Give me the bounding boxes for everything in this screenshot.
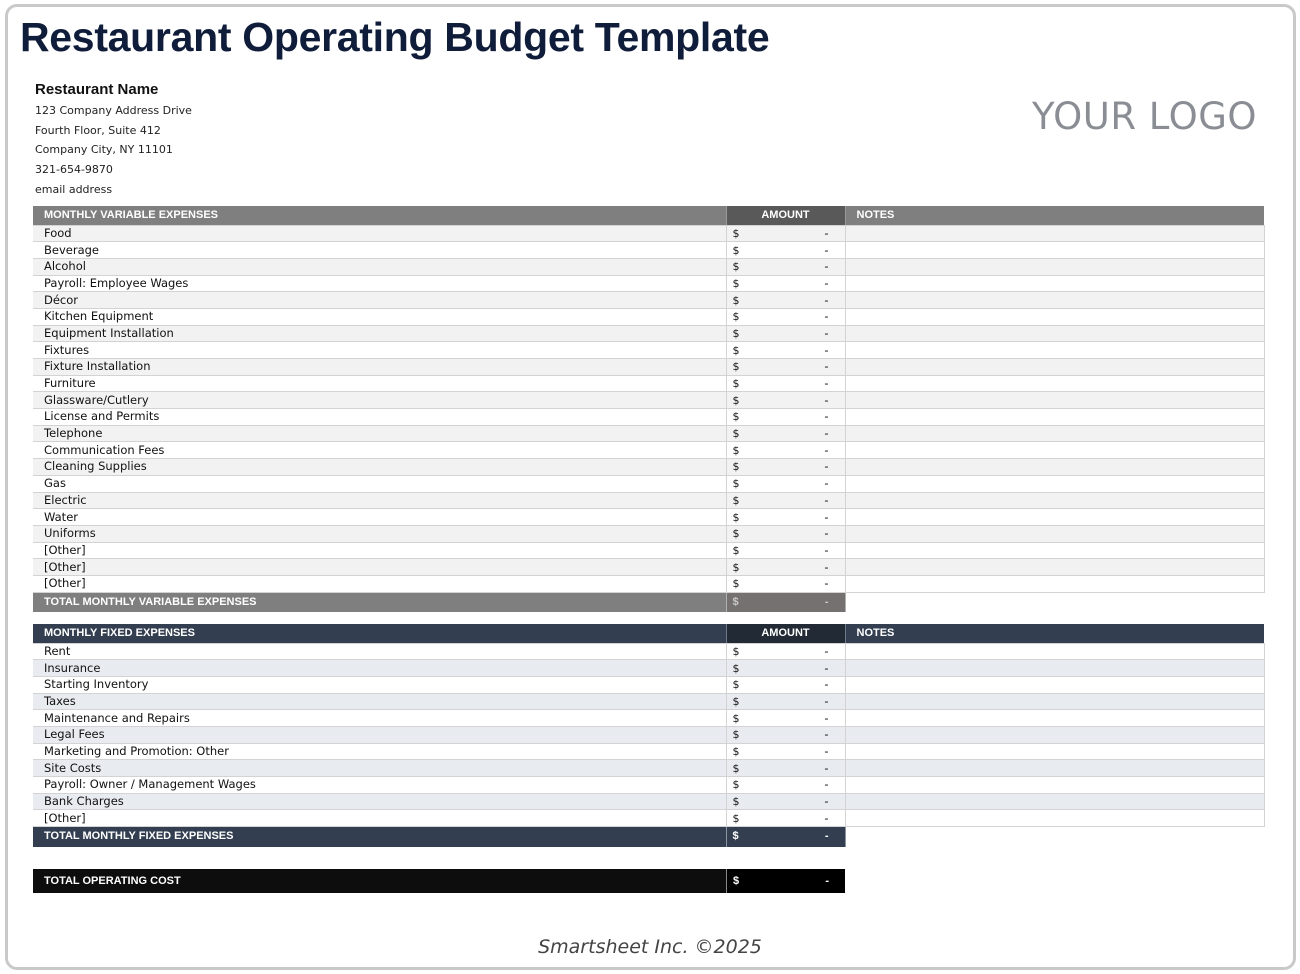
expense-item-cell[interactable]: Electric: [33, 492, 726, 509]
expense-item-cell[interactable]: Furniture: [33, 375, 726, 392]
restaurant-name[interactable]: Restaurant Name: [35, 81, 159, 98]
currency-symbol: $: [732, 243, 740, 257]
total-amount-cell: [726, 592, 845, 612]
notes-cell[interactable]: [845, 559, 1264, 576]
amount-value: -: [824, 325, 829, 340]
amount-cell[interactable]: [726, 409, 845, 426]
currency-symbol: $: [732, 795, 740, 809]
amount-value: -: [824, 710, 829, 725]
amount-cell[interactable]: [726, 575, 845, 592]
amount-cell[interactable]: [726, 342, 845, 359]
total-amount-cell: [726, 827, 845, 847]
amount-cell[interactable]: [726, 359, 845, 376]
notes-cell[interactable]: [845, 375, 1264, 392]
notes-cell[interactable]: [845, 643, 1264, 660]
amount-cell[interactable]: [726, 392, 845, 409]
expense-item-cell[interactable]: Kitchen Equipment: [33, 308, 726, 325]
table-row: [33, 359, 1264, 376]
currency-symbol: $: [732, 477, 740, 491]
footer-copyright: Smartsheet Inc. ©2025: [538, 936, 762, 958]
currency-symbol: $: [732, 510, 740, 524]
column-header-notes: NOTES: [845, 206, 1264, 225]
amount-value: -: [824, 442, 829, 457]
table-row: [33, 743, 1264, 760]
amount-value: -: [824, 660, 829, 675]
amount-cell[interactable]: [726, 375, 845, 392]
table-row: [33, 442, 1264, 459]
amount-value: -: [824, 576, 829, 591]
amount-value: -: [824, 595, 829, 608]
currency-symbol: $: [732, 276, 740, 290]
empty-cell: [845, 592, 1264, 612]
table-row: [33, 693, 1264, 710]
amount-cell[interactable]: [726, 693, 845, 710]
expense-item-cell[interactable]: [Other]: [33, 542, 726, 559]
amount-cell[interactable]: [726, 810, 845, 827]
currency-symbol: $: [732, 360, 740, 374]
amount-value: -: [824, 392, 829, 407]
amount-value: -: [824, 743, 829, 758]
amount-value: -: [824, 492, 829, 507]
amount-cell[interactable]: [726, 425, 845, 442]
table-row: [33, 760, 1264, 777]
table-row: [33, 492, 1264, 509]
expense-item-cell[interactable]: [Other]: [33, 575, 726, 592]
table-row: [33, 509, 1264, 526]
amount-cell[interactable]: [726, 492, 845, 509]
amount-value: -: [824, 830, 829, 843]
table-row: [33, 392, 1264, 409]
currency-symbol: $: [732, 293, 740, 307]
expense-item-cell[interactable]: Rent: [33, 643, 726, 660]
expense-item-cell[interactable]: Beverage: [33, 242, 726, 259]
amount-cell[interactable]: [726, 275, 845, 292]
expense-item-cell[interactable]: Bank Charges: [33, 793, 726, 810]
total-label: TOTAL MONTHLY FIXED EXPENSES: [33, 827, 726, 847]
address-line-1[interactable]: 123 Company Address Drive: [35, 104, 192, 117]
notes-cell[interactable]: [845, 726, 1264, 743]
table-row: [33, 643, 1264, 660]
amount-cell[interactable]: [726, 459, 845, 476]
currency-symbol: $: [732, 577, 740, 591]
expense-item-cell[interactable]: Décor: [33, 292, 726, 309]
total-label: TOTAL MONTHLY VARIABLE EXPENSES: [33, 592, 726, 612]
notes-cell[interactable]: [845, 459, 1264, 476]
notes-cell[interactable]: [845, 693, 1264, 710]
amount-value: -: [824, 242, 829, 257]
notes-cell[interactable]: [845, 793, 1264, 810]
notes-cell[interactable]: [845, 475, 1264, 492]
amount-value: -: [824, 693, 829, 708]
expense-item-cell[interactable]: Payroll: Employee Wages: [33, 275, 726, 292]
address-line-2[interactable]: Fourth Floor, Suite 412: [35, 123, 161, 137]
amount-value: -: [824, 777, 829, 792]
amount-cell[interactable]: [726, 525, 845, 542]
currency-symbol: $: [732, 711, 740, 725]
amount-cell[interactable]: [726, 292, 845, 309]
amount-cell[interactable]: [726, 726, 845, 743]
expense-item-cell[interactable]: Cleaning Supplies: [33, 459, 726, 476]
currency-symbol: $: [732, 811, 740, 825]
notes-cell[interactable]: [845, 525, 1264, 542]
table-row: [33, 225, 1264, 242]
currency-symbol: $: [732, 427, 740, 441]
email-address[interactable]: email address: [35, 182, 113, 196]
empty-cell: [845, 827, 1264, 847]
amount-cell[interactable]: [726, 676, 845, 693]
table-row: [33, 660, 1264, 677]
column-header-notes: NOTES: [845, 624, 1264, 643]
amount-cell[interactable]: [726, 542, 845, 559]
table-row: [33, 375, 1264, 392]
table-header: [33, 624, 1264, 643]
table-row: [33, 258, 1264, 275]
expense-item-cell[interactable]: Equipment Installation: [33, 325, 726, 342]
notes-cell[interactable]: [845, 292, 1264, 309]
column-header-amount: AMOUNT: [726, 206, 845, 225]
table-row: [33, 292, 1264, 309]
total-operating-cost-row: [33, 869, 845, 893]
currency-symbol: $: [732, 226, 740, 240]
currency-symbol: $: [732, 830, 739, 843]
table-row: [33, 777, 1264, 794]
currency-symbol: $: [732, 543, 740, 557]
amount-cell[interactable]: [726, 442, 845, 459]
amount-value: -: [824, 459, 829, 474]
amount-cell[interactable]: [726, 760, 845, 777]
total-operating-cost-amount: [726, 869, 845, 893]
currency-symbol: $: [733, 875, 740, 887]
logo-placeholder[interactable]: YOUR LOGO: [1032, 95, 1257, 138]
expense-item-cell[interactable]: [Other]: [33, 810, 726, 827]
amount-value: -: [824, 409, 829, 424]
expense-item-cell[interactable]: License and Permits: [33, 409, 726, 426]
amount-value: -: [824, 526, 829, 541]
variable-expenses-table: [33, 206, 1265, 612]
table-row: [33, 542, 1264, 559]
notes-cell[interactable]: [845, 392, 1264, 409]
amount-value: -: [824, 677, 829, 692]
notes-cell[interactable]: [845, 242, 1264, 259]
amount-value: -: [824, 760, 829, 775]
table-row: [33, 676, 1264, 693]
expense-item-cell[interactable]: Communication Fees: [33, 442, 726, 459]
amount-value: -: [824, 426, 829, 441]
expense-item-cell[interactable]: Gas: [33, 475, 726, 492]
amount-value: -: [824, 292, 829, 307]
currency-symbol: $: [732, 744, 740, 758]
company-info: [35, 79, 192, 199]
amount-value: -: [824, 509, 829, 524]
notes-cell[interactable]: [845, 342, 1264, 359]
notes-cell[interactable]: [845, 442, 1264, 459]
notes-cell[interactable]: [845, 225, 1264, 242]
notes-cell[interactable]: [845, 542, 1264, 559]
amount-value: -: [824, 727, 829, 742]
notes-cell[interactable]: [845, 509, 1264, 526]
amount-value: -: [824, 810, 829, 825]
currency-symbol: $: [732, 644, 740, 658]
notes-cell[interactable]: [845, 308, 1264, 325]
amount-value: -: [824, 559, 829, 574]
expense-item-cell[interactable]: Marketing and Promotion: Other: [33, 743, 726, 760]
notes-cell[interactable]: [845, 492, 1264, 509]
amount-cell[interactable]: [726, 660, 845, 677]
currency-symbol: $: [732, 443, 740, 457]
expense-item-cell[interactable]: Uniforms: [33, 525, 726, 542]
currency-symbol: $: [732, 560, 740, 574]
currency-symbol: $: [732, 260, 740, 274]
notes-cell[interactable]: [845, 325, 1264, 342]
table-row: [33, 325, 1264, 342]
currency-symbol: $: [732, 761, 740, 775]
currency-symbol: $: [732, 595, 739, 608]
expense-item-cell[interactable]: Legal Fees: [33, 726, 726, 743]
amount-value: -: [824, 359, 829, 374]
notes-cell[interactable]: [845, 359, 1264, 376]
amount-cell[interactable]: [726, 225, 845, 242]
amount-value: -: [824, 275, 829, 290]
notes-cell[interactable]: [845, 710, 1264, 727]
table-row: [33, 275, 1264, 292]
table-row: [33, 425, 1264, 442]
amount-value: -: [824, 542, 829, 557]
notes-cell[interactable]: [845, 660, 1264, 677]
amount-value: -: [824, 342, 829, 357]
amount-value: -: [824, 794, 829, 809]
table-row: [33, 726, 1264, 743]
currency-symbol: $: [732, 410, 740, 424]
expense-item-cell[interactable]: Insurance: [33, 660, 726, 677]
total-row: [33, 592, 1264, 612]
column-header-item: MONTHLY FIXED EXPENSES: [33, 624, 726, 643]
currency-symbol: $: [732, 778, 740, 792]
total-operating-cost-label: TOTAL OPERATING COST: [44, 875, 181, 887]
currency-symbol: $: [732, 661, 740, 675]
currency-symbol: $: [732, 460, 740, 474]
expense-item-cell[interactable]: Site Costs: [33, 760, 726, 777]
table-row: [33, 242, 1264, 259]
table-header: [33, 206, 1264, 225]
city-state-zip[interactable]: Company City, NY 11101: [35, 143, 173, 157]
amount-cell[interactable]: [726, 643, 845, 660]
table-row: [33, 342, 1264, 359]
notes-cell[interactable]: [845, 575, 1264, 592]
amount-cell[interactable]: [726, 325, 845, 342]
table-row: [33, 710, 1264, 727]
amount-value: -: [824, 309, 829, 324]
phone-number[interactable]: 321-654-9870: [35, 163, 113, 177]
amount-value: -: [824, 259, 829, 274]
amount-cell[interactable]: [726, 710, 845, 727]
currency-symbol: $: [732, 678, 740, 692]
expense-item-cell[interactable]: Telephone: [33, 425, 726, 442]
notes-cell[interactable]: [845, 425, 1264, 442]
amount-cell[interactable]: [726, 743, 845, 760]
amount-cell[interactable]: [726, 308, 845, 325]
expense-item-cell[interactable]: Glassware/Cutlery: [33, 392, 726, 409]
expense-item-cell[interactable]: Starting Inventory: [33, 676, 726, 693]
notes-cell[interactable]: [845, 258, 1264, 275]
table-row: [33, 459, 1264, 476]
expense-item-cell[interactable]: [Other]: [33, 559, 726, 576]
amount-cell[interactable]: [726, 777, 845, 794]
notes-cell[interactable]: [845, 409, 1264, 426]
notes-cell[interactable]: [845, 810, 1264, 827]
table-row: [33, 308, 1264, 325]
amount-value: -: [825, 875, 829, 887]
currency-symbol: $: [732, 728, 740, 742]
page-title: Restaurant Operating Budget Template: [20, 14, 770, 60]
table-row: [33, 525, 1264, 542]
expense-item-cell[interactable]: Fixture Installation: [33, 359, 726, 376]
currency-symbol: $: [732, 326, 740, 340]
amount-cell[interactable]: [726, 475, 845, 492]
currency-symbol: $: [732, 694, 740, 708]
amount-value: -: [824, 225, 829, 240]
notes-cell[interactable]: [845, 777, 1264, 794]
fixed-expenses-table: [33, 624, 1265, 847]
notes-cell[interactable]: [845, 275, 1264, 292]
currency-symbol: $: [732, 343, 740, 357]
amount-value: -: [824, 476, 829, 491]
currency-symbol: $: [732, 493, 740, 507]
expense-item-cell[interactable]: Alcohol: [33, 258, 726, 275]
notes-cell[interactable]: [845, 760, 1264, 777]
currency-symbol: $: [732, 377, 740, 391]
amount-cell[interactable]: [726, 258, 845, 275]
table-row: [33, 559, 1264, 576]
currency-symbol: $: [732, 527, 740, 541]
expense-item-cell[interactable]: Taxes: [33, 693, 726, 710]
expense-item-cell[interactable]: Water: [33, 509, 726, 526]
table-row: [33, 409, 1264, 426]
amount-cell[interactable]: [726, 559, 845, 576]
expense-item-cell[interactable]: Fixtures: [33, 342, 726, 359]
notes-cell[interactable]: [845, 743, 1264, 760]
amount-cell[interactable]: [726, 242, 845, 259]
total-row: [33, 827, 1264, 847]
amount-value: -: [824, 643, 829, 658]
table-row: [33, 575, 1264, 592]
currency-symbol: $: [732, 393, 740, 407]
currency-symbol: $: [732, 310, 740, 324]
amount-value: -: [824, 376, 829, 391]
column-header-amount: AMOUNT: [726, 624, 845, 643]
notes-cell[interactable]: [845, 676, 1264, 693]
column-header-item: MONTHLY VARIABLE EXPENSES: [33, 206, 726, 225]
expense-item-cell[interactable]: Payroll: Owner / Management Wages: [33, 777, 726, 794]
expense-item-cell[interactable]: Maintenance and Repairs: [33, 710, 726, 727]
table-row: [33, 793, 1264, 810]
amount-cell[interactable]: [726, 793, 845, 810]
amount-cell[interactable]: [726, 509, 845, 526]
expense-item-cell[interactable]: Food: [33, 225, 726, 242]
table-row: [33, 475, 1264, 492]
table-row: [33, 810, 1264, 827]
